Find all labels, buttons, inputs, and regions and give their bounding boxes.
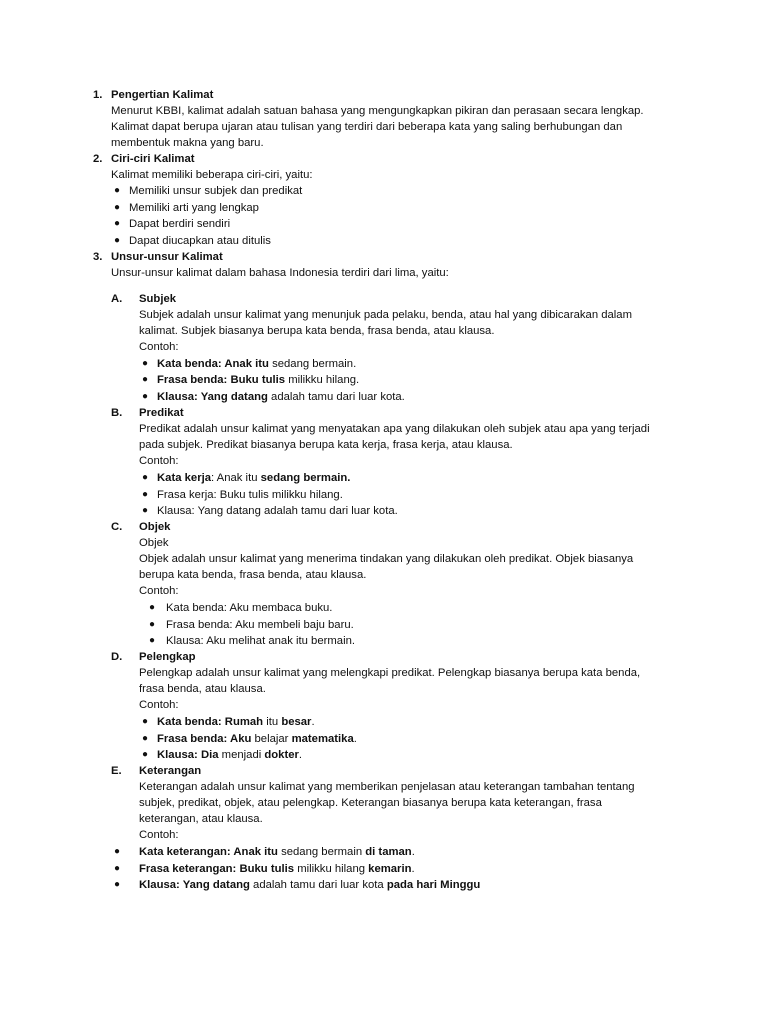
example-item: [157, 389, 405, 405]
example-item: [157, 747, 302, 763]
bullet-icon: ●: [114, 879, 121, 890]
bullet-icon: ●: [142, 391, 149, 402]
section-number: 2.: [93, 153, 103, 165]
example-item: [139, 844, 415, 860]
bullet-icon: ●: [114, 218, 121, 229]
list-item: Dapat berdiri sendiri: [129, 218, 231, 230]
bullet-icon: ●: [142, 472, 149, 483]
example-item: [157, 372, 359, 388]
paragraph-line: Kalimat memiliki beberapa ciri-ciri, yaitu:: [111, 169, 313, 181]
example-bold: Kata benda: Rumah: [157, 716, 264, 728]
example-bold: Kata keterangan: Anak itu: [139, 846, 278, 858]
example-bold: Klausa: Dia: [157, 749, 219, 761]
paragraph-line: Kalimat dapat berupa ujaran atau tulisan yang terdiri dari beberapa kata yang saling berhubungan dan: [111, 121, 623, 133]
example-bold: kemarin: [368, 863, 412, 875]
contoh-label: Contoh:: [139, 341, 179, 353]
example-bold: Frasa benda: Buku tulis: [157, 374, 286, 386]
paragraph-line: Menurut KBBI, kalimat adalah satuan bahasa yang mengungkapkan pikiran dan perasaan secara lengkap.: [111, 105, 644, 117]
example-text: .: [311, 716, 315, 728]
paragraph-line: Subjek adalah unsur kalimat yang menunjuk pada pelaku, benda, atau hal yang dibicarakan dalam: [139, 309, 633, 321]
example-bold: Klausa: Yang datang: [139, 879, 250, 891]
contoh-label: Contoh:: [139, 455, 179, 467]
example-bold: di taman: [365, 846, 412, 858]
example-item: [139, 861, 415, 877]
bullet-icon: ●: [142, 733, 149, 744]
example-bold: Kata kerja: [157, 472, 212, 484]
section-title: Pengertian Kalimat: [111, 89, 214, 101]
example-bold: Kata benda: Anak itu: [157, 358, 269, 370]
example-text: menjadi: [218, 749, 265, 761]
example-text: .: [411, 846, 415, 858]
paragraph-line: frasa benda, atau klausa.: [139, 683, 266, 695]
example-item: [139, 877, 480, 893]
example-bold: Klausa: Yang datang: [157, 391, 268, 403]
example-text: milikku hilang: [294, 863, 369, 875]
example-text: .: [298, 749, 303, 761]
paragraph-line: Pelengkap adalah unsur kalimat yang melengkapi predikat. Pelengkap biasanya berupa kata benda,: [139, 667, 641, 679]
paragraph-line: subjek, predikat, objek, atau pelengkap. Keterangan biasanya berupa kata keterangan, frasa: [139, 797, 602, 809]
example-bold: dokter: [264, 749, 299, 761]
example-bold: sedang bermain.: [260, 472, 351, 484]
subsection-letter: C.: [111, 521, 123, 533]
example-item: [157, 356, 356, 372]
paragraph-line: Keterangan adalah unsur kalimat yang memberikan penjelasan atau keterangan tambahan tentang: [139, 781, 635, 793]
bullet-icon: ●: [142, 358, 149, 369]
example-text: adalah tamu dari luar kota: [249, 879, 387, 891]
example-text: .: [411, 863, 415, 875]
paragraph-line: membentuk makna yang baru.: [111, 137, 264, 149]
example-bold: pada hari Minggu: [386, 879, 481, 891]
paragraph-line: Objek: [139, 537, 169, 549]
section-number: 3.: [93, 251, 103, 263]
subsection-title: Pelengkap: [139, 651, 196, 663]
example-bold: besar: [281, 716, 312, 728]
bullet-icon: ●: [142, 716, 149, 727]
paragraph-line: kalimat. Subjek biasanya berupa kata benda, frasa benda, atau klausa.: [139, 325, 495, 337]
bullet-icon: ●: [114, 235, 121, 246]
example-bold: Frasa benda: Aku: [157, 733, 252, 745]
paragraph-line: berupa kata benda, frasa benda, atau klausa.: [139, 569, 367, 581]
bullet-icon: ●: [142, 489, 149, 500]
example-item: Frasa kerja: Buku tulis milikku hilang.: [157, 489, 343, 501]
example-item: Kata benda: Aku membaca buku.: [166, 602, 333, 614]
bullet-icon: ●: [149, 619, 156, 630]
paragraph-line: Unsur-unsur kalimat dalam bahasa Indonesia terdiri dari lima, yaitu:: [111, 267, 449, 279]
bullet-icon: ●: [114, 185, 121, 196]
subsection-letter: A.: [111, 293, 123, 305]
example-item: [157, 470, 350, 486]
subsection-title: Objek: [139, 521, 171, 533]
bullet-icon: ●: [114, 202, 121, 213]
example-text: sedang bermain.: [268, 358, 357, 370]
example-item: Frasa benda: Aku membeli baju baru.: [166, 619, 354, 631]
example-item: Klausa: Aku melihat anak itu bermain.: [166, 635, 356, 647]
paragraph-line: Predikat adalah unsur kalimat yang menyatakan apa yang dilakukan oleh subjek atau apa yang terjadi: [139, 423, 650, 435]
section-title: Unsur-unsur Kalimat: [111, 251, 223, 263]
example-text: milikku hilang.: [285, 374, 360, 386]
section-number: 1.: [93, 89, 103, 101]
bullet-icon: ●: [114, 846, 121, 857]
example-bold: matematika: [291, 733, 354, 745]
example-item: Klausa: Yang datang adalah tamu dari luar kota.: [157, 505, 398, 517]
contoh-label: Contoh:: [139, 829, 179, 841]
example-text: sedang bermain: [277, 846, 366, 858]
subsection-letter: B.: [111, 407, 123, 419]
bullet-icon: ●: [142, 505, 149, 516]
paragraph-line: keterangan, atau klausa.: [139, 813, 263, 825]
section-title: Ciri-ciri Kalimat: [111, 153, 195, 165]
example-text: .: [353, 733, 357, 745]
example-bold: Frasa keterangan: Buku tulis: [139, 863, 295, 875]
example-item: [157, 714, 315, 730]
bullet-icon: ●: [142, 749, 149, 760]
list-item: Dapat diucapkan atau ditulis: [129, 235, 271, 247]
bullet-icon: ●: [142, 374, 149, 385]
subsection-letter: D.: [111, 651, 123, 663]
bullet-icon: ●: [149, 602, 156, 613]
subsection-title: Predikat: [139, 407, 184, 419]
contoh-label: Contoh:: [139, 585, 179, 597]
list-item: Memiliki unsur subjek dan predikat: [129, 185, 303, 197]
example-text: belajar: [251, 733, 292, 745]
subsection-title: Keterangan: [139, 765, 202, 777]
list-item: Memiliki arti yang lengkap: [129, 202, 259, 214]
subsection-letter: E.: [111, 765, 122, 777]
example-text: : Anak itu: [211, 472, 261, 484]
paragraph-line: pada subjek. Predikat biasanya berupa kata kerja, frasa kerja, atau klausa.: [139, 439, 513, 451]
example-text: itu: [263, 716, 282, 728]
example-item: [157, 731, 357, 747]
example-text: adalah tamu dari luar kota.: [267, 391, 405, 403]
contoh-label: Contoh:: [139, 699, 179, 711]
paragraph-line: Objek adalah unsur kalimat yang menerima tindakan yang dilakukan oleh predikat. Objek biasanya: [139, 553, 634, 565]
bullet-icon: ●: [149, 635, 156, 646]
subsection-title: Subjek: [139, 293, 177, 305]
bullet-icon: ●: [114, 863, 121, 874]
